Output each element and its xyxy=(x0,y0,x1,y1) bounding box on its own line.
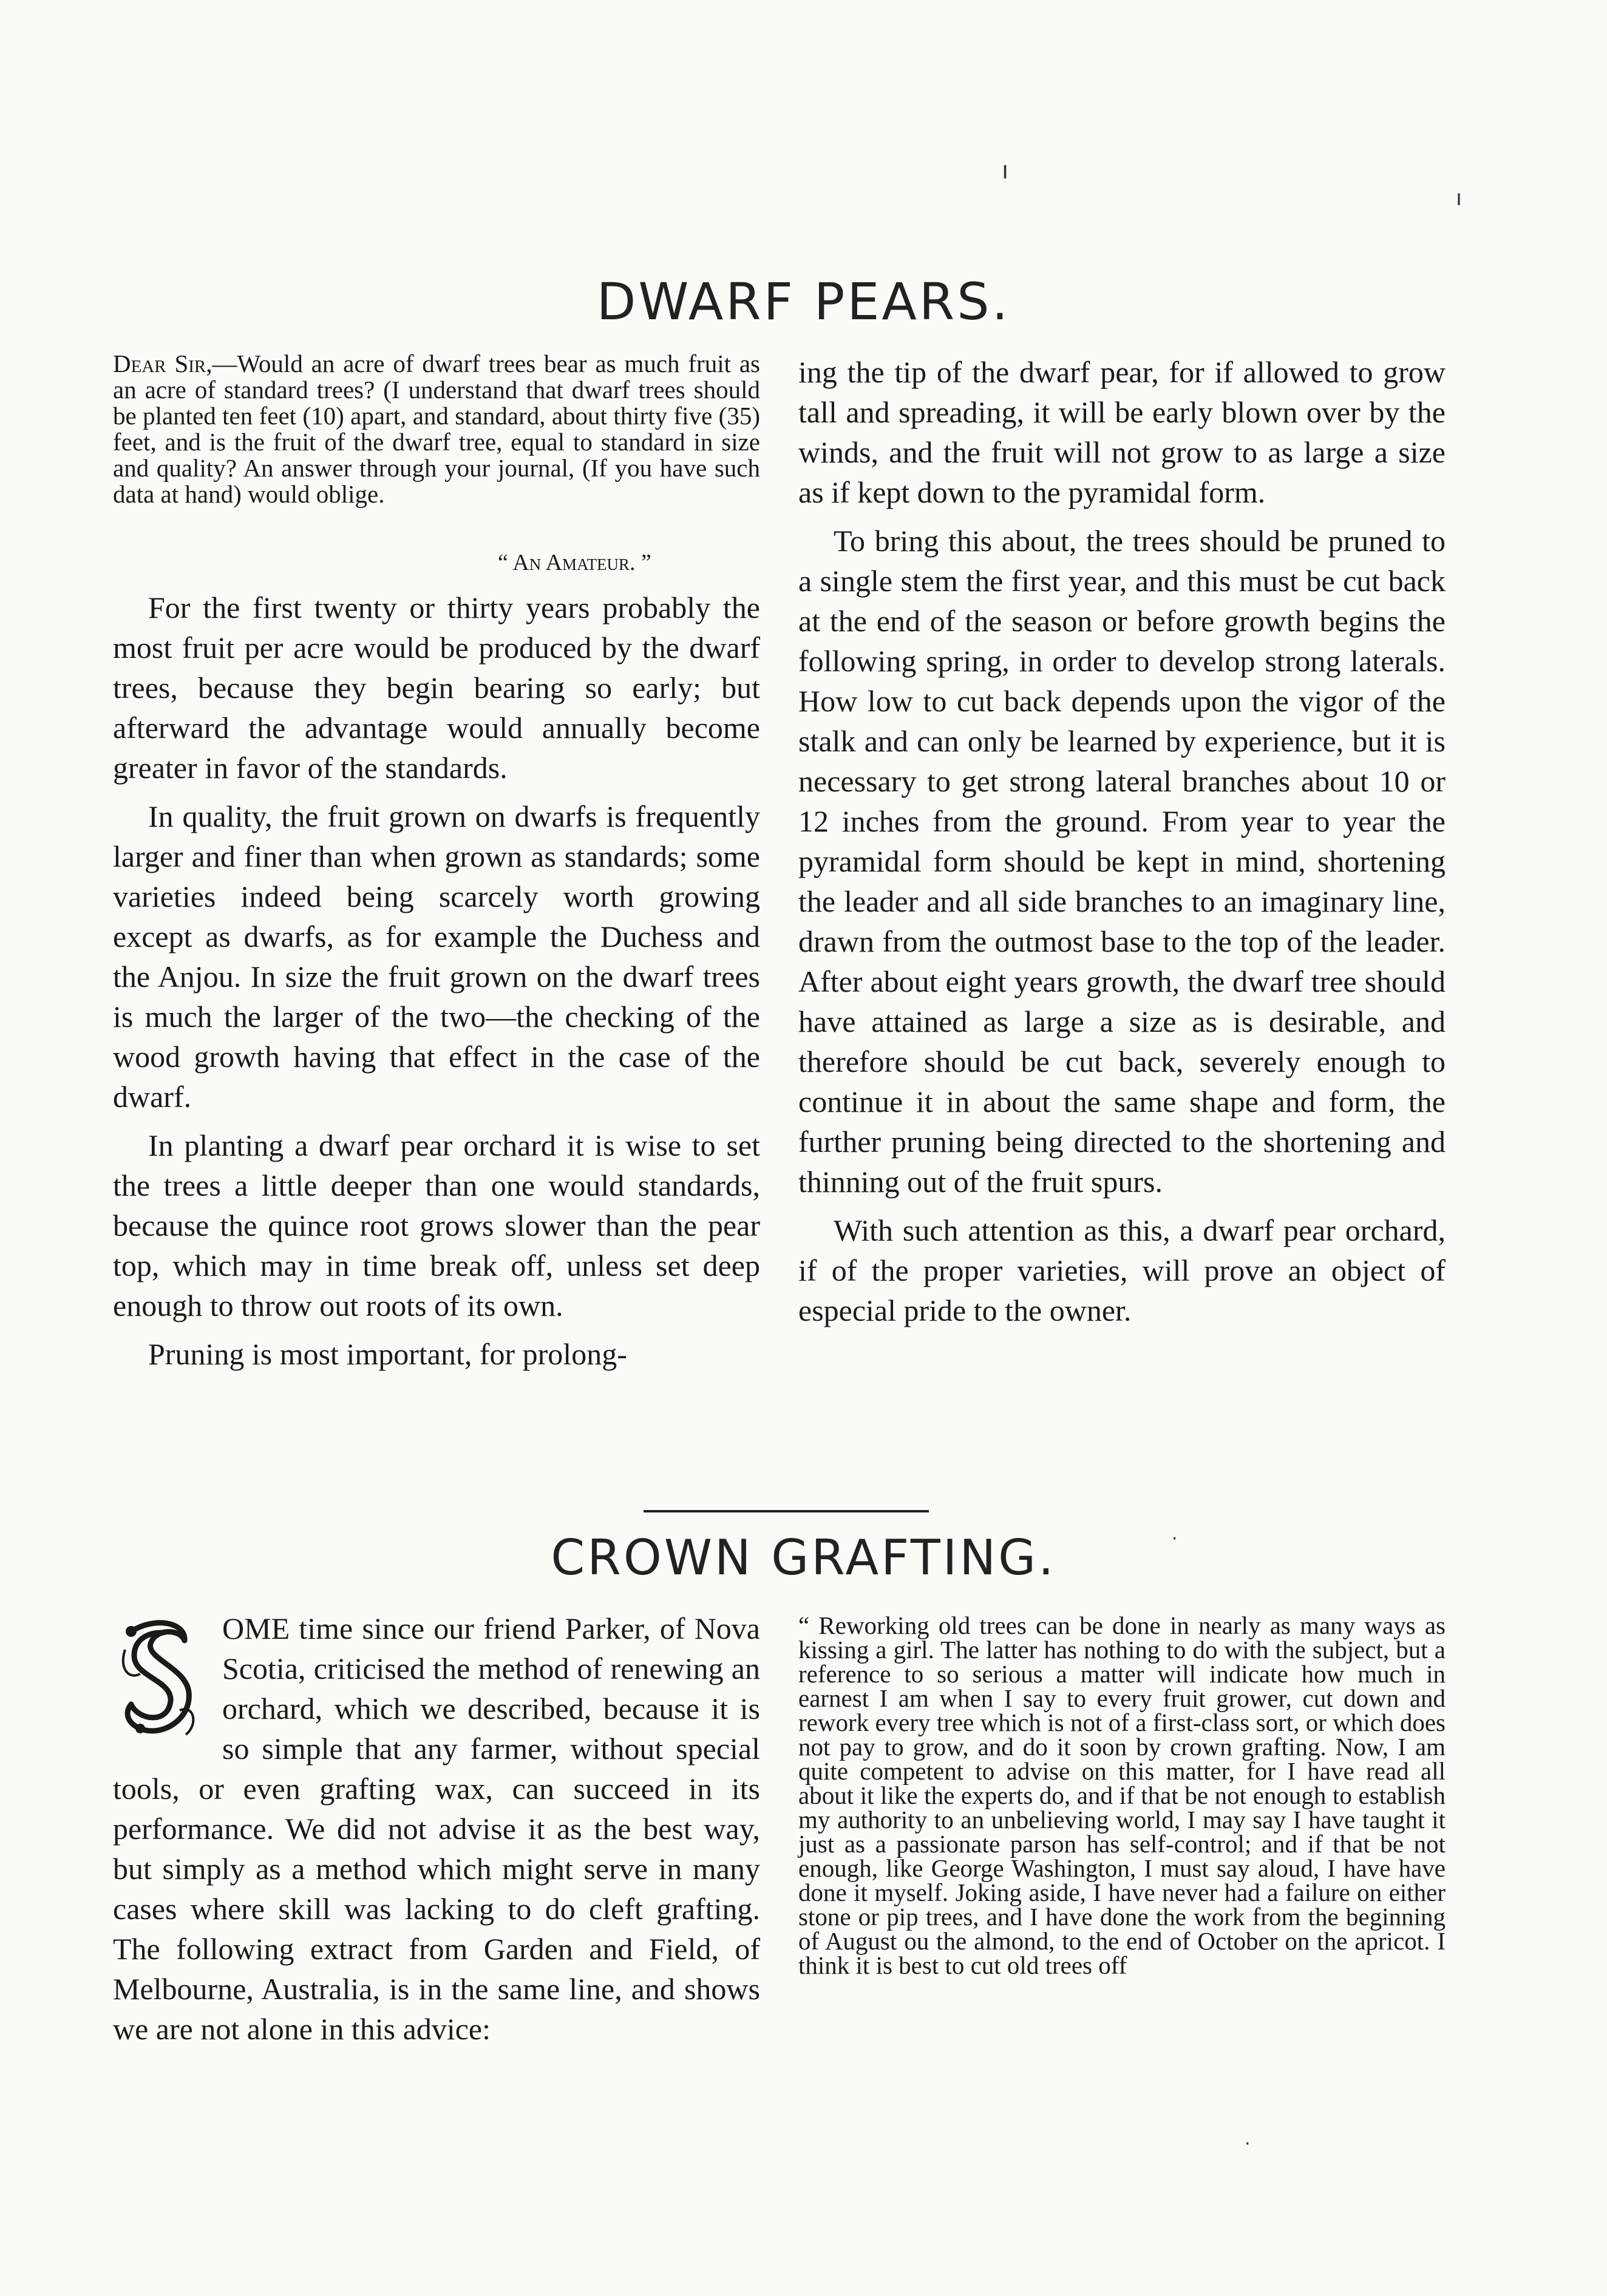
letter-salutation: Dear Sir, xyxy=(113,350,212,378)
letter-signature: “ An Amateur. ” xyxy=(498,550,651,575)
article-title-crown-grafting: CROWN GRAFTING. xyxy=(551,1529,1056,1586)
paragraph: With such attention as this, a dwarf pear orchard, if of the proper varieties, will prove an object of especial pride to the owner. xyxy=(798,1213,1446,1327)
paragraph: For the first twenty or thirty years probably the most fruit per acre would be produced by the dwarf trees, because they begin bearing so early; but afterward the advantage would annually become greater in favor of the standards. xyxy=(113,591,760,785)
crown-grafting-quote: “ Reworking old trees can be done in nearly as many ways as kissing a girl. The latter has nothing to do with the subject, but a reference to so serious a matter will indicate how much in earnest I am when I say to every fruit grower, cut down and rework every tree which is not of a first-class sort, or which does not pay to grow, and do it soon by crown grafting. Now, I am quite competent to advise on this matter, for I have read all about it like the experts do, and if that be not enough to establish my authority to an unbelieving world, I may say I have taught it just as a passionate parson has self-control; and if that be not enough, like George Washington, I must say aloud, I have have done it myself. Joking aside, I have never had a failure on either stone or pip trees, and I have done the work from the beginning of August ou the almond, to the end of October on the apricot. I think it is best to cut old trees off xyxy=(798,1611,1446,1979)
stray-mark: · xyxy=(1245,2133,1251,2155)
letter-text: —Would an acre of dwarf trees bear as much fruit as an acre of standard trees? (I understand that dwarf trees should be planted ten feet (10) apart, and standard, about thirty five (35) feet, and is the fruit of the dwarf tree, equal to standard in size and quality? An answer through your journal, (If you have such data at hand) would oblige. xyxy=(113,350,760,508)
paragraph: In planting a dwarf pear orchard it is wise to set the trees a little deeper than one would standards, because the quince root grows slower than the pear top, which may in time break off, unless set deep enough to throw out roots of its own. xyxy=(113,1128,760,1322)
dwarf-pears-left-column xyxy=(113,588,760,1383)
crown-grafting-left-column xyxy=(113,1608,760,2057)
section-divider xyxy=(644,1510,929,1512)
stray-mark: ı xyxy=(1002,157,1009,185)
paragraph: Pruning is most important, for prolong- xyxy=(148,1337,627,1371)
paragraph-continuation: ing the tip of the dwarf pear, for if allowed to grow tall and spreading, it will be early blown over by the winds, and the fruit will not grow to as large a size as if kept down to the pyramidal form. xyxy=(798,355,1446,509)
reader-letter xyxy=(113,351,760,507)
paragraph: In quality, the fruit grown on dwarfs is frequently larger and finer than when grown as standards; some varieties indeed being scarcely worth growing except as dwarfs, as for example the Duchess and the Anjou. In size the fruit grown on the dwarf trees is much the larger of the two—the checking of the wood growth having that effect in the case of the dwarf. xyxy=(113,799,760,1114)
article-title-dwarf-pears: DWARF PEARS. xyxy=(596,272,1011,331)
stray-mark: ı xyxy=(1456,186,1463,211)
ornamental-drop-cap xyxy=(113,1613,210,1747)
paragraph: OME time since our friend Parker, of Nova Scotia, criticised the method of renewing an orchard, which we described, because it is so simple that any farmer, without special tools, or even grafting wax, can succeed in its performance. We did not advise it as the best way, but simply as a method which might serve in many cases where skill was lacking to do cleft grafting. The following extract from Garden and Field, of Melbourne, Australia, is in the same line, and shows we are not alone in this advice: xyxy=(113,1611,760,2046)
stray-mark: · xyxy=(1172,1528,1178,1549)
paragraph: To bring this about, the trees should be pruned to a single stem the first year, and this must be cut back at the end of the season or before growth begins the following spring, in order to develop strong laterals. How low to cut back depends upon the vigor of the stalk and can only be learned by experience, but it is necessary to get strong lateral branches about 10 or 12 inches from the ground. From year to year the pyramidal form should be kept in mind, shortening the leader and all side branches to an imaginary line, drawn from the outmost base to the top of the leader. After about eight years growth, the dwarf tree should have attained as large a size as is desirable, and therefore should be cut back, severely enough to continue it in about the same shape and form, the further pruning being directed to the shortening and thinning out of the fruit spurs. xyxy=(798,524,1446,1199)
svg-text:S: S xyxy=(161,1705,165,1712)
dwarf-pears-right-column xyxy=(798,352,1446,1339)
